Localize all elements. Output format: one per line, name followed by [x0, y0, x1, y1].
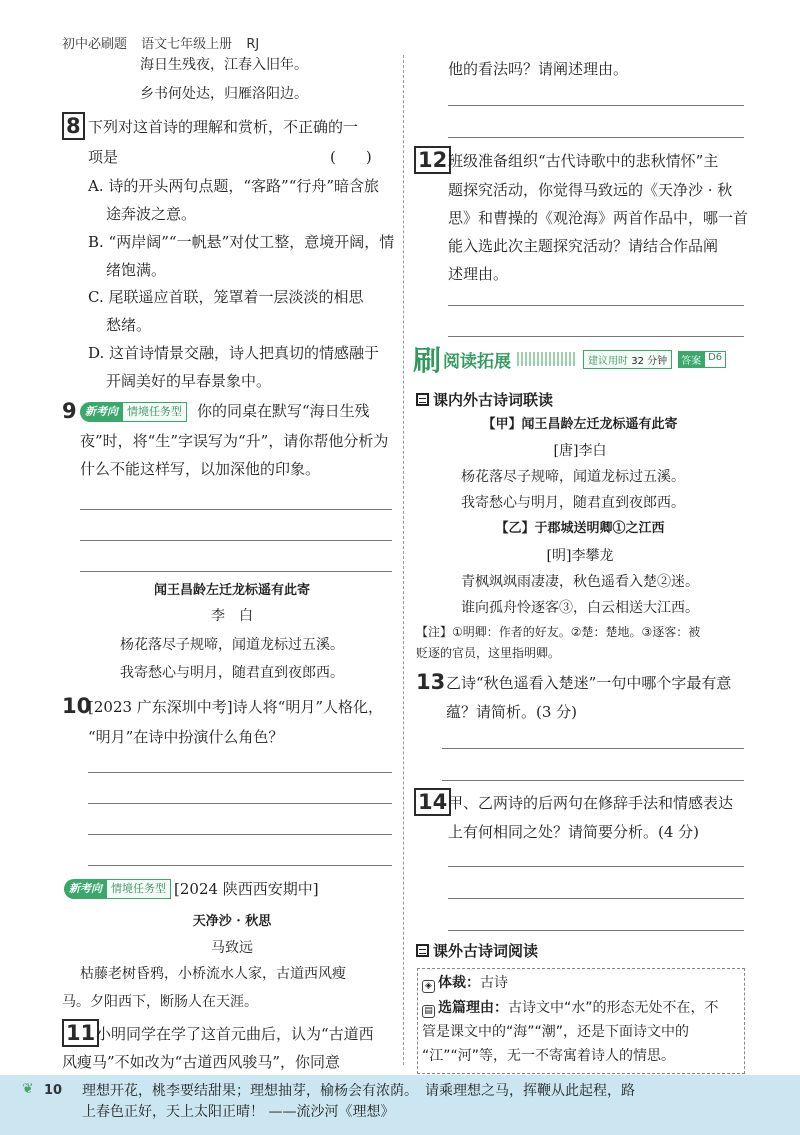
poem-title: 【乙】于郡城送明卿①之江西: [495, 521, 665, 536]
poem-author: [明]李攀龙: [546, 548, 614, 564]
question-number-13: 13: [416, 670, 446, 694]
answer-line[interactable]: [80, 571, 392, 572]
answer-line[interactable]: [88, 803, 392, 804]
answer-line[interactable]: [442, 780, 744, 781]
answer-line[interactable]: [448, 866, 744, 867]
section-mark-icon: [416, 393, 429, 406]
answer-line[interactable]: [88, 865, 392, 866]
q9-stem-cont: 什么不能这样写，以加深他的印象。: [80, 460, 321, 478]
reason-line: “江”“河”等，无一不寄寓着诗人的情思。: [422, 1048, 676, 1064]
q9-stem: 你的同桌在默写“海日生残: [197, 402, 370, 420]
answer-line[interactable]: [448, 305, 744, 306]
poem-author: 李 白: [211, 608, 253, 624]
answer-line[interactable]: [88, 834, 392, 835]
suggested-time: 建议用时 32 分钟: [583, 350, 672, 369]
leaf-icon: ❦: [22, 1081, 34, 1097]
q11-stem: 小明同学在学了这首元曲后，认为“古道西: [96, 1025, 374, 1043]
q9-stem-cont: 夜”时，将“生”字误写为“升”，请你帮他分析为: [80, 432, 389, 450]
answer-line[interactable]: [448, 336, 744, 337]
option-b[interactable]: B. “两岸阔”“一帆悬”对仗工整，意境开阔，情: [88, 233, 395, 251]
q8-stem-cont: 项是: [88, 148, 119, 166]
q14-stem-cont: 上有何相同之处？请简要分析。(4 分): [448, 823, 700, 841]
poem-author: [唐]李白: [553, 443, 607, 459]
page-header: [62, 33, 269, 52]
question-number-11: 11: [62, 1021, 99, 1045]
genre-line: ◈ 体裁：古诗: [422, 972, 508, 994]
question-number-9: 9: [62, 399, 77, 423]
annotation-note: 贬逐的官员，这里指明卿。: [416, 646, 561, 660]
annotation-note: 【注】①明卿：作者的好友。②楚：楚地。③逐客：被: [416, 625, 701, 639]
poem-line: 杨花落尽子规啼，闻道龙标过五溪。: [120, 637, 344, 653]
answer-line[interactable]: [448, 898, 744, 899]
poem-line: 马。夕阳西下，断肠人在天涯。: [62, 994, 258, 1010]
answer-line[interactable]: [448, 930, 744, 931]
banner-title: 阅读拓展: [443, 351, 512, 372]
option-d[interactable]: D. 这首诗情景交融，诗人把真切的情感融于: [88, 344, 380, 362]
new-direction-badge: 新考向 情境任务型: [80, 402, 187, 422]
page-footer: [0, 1075, 800, 1135]
reason-icon: ▤: [422, 1005, 435, 1018]
answer-line[interactable]: [448, 137, 744, 138]
poem-line: 青枫飒飒雨凄凄，秋色遥看入楚②迷。: [461, 574, 699, 590]
q10-stem: [2023 广东深圳中考]诗人将“明月”人格化，: [88, 698, 383, 716]
section-title-3: 课内外古诗词联读: [416, 389, 553, 410]
series-name: 初中必刷题: [62, 37, 128, 52]
q12-stem: 班级准备组织“古代诗歌中的悲秋情怀”主: [448, 152, 719, 170]
answer-line[interactable]: [80, 509, 392, 510]
question-number-12: 12: [414, 148, 451, 172]
answer-paren[interactable]: ( ): [330, 148, 372, 166]
poem-title: 闻王昌龄左迁龙标遥有此寄: [153, 583, 310, 598]
q11-stem-cont: 他的看法吗？请阐述理由。: [448, 60, 629, 78]
question-number-10: 10: [62, 694, 92, 718]
q14-stem: 甲、乙两诗的后两句在修辞手法和情感表达: [448, 794, 734, 812]
question-number-14: 14: [414, 790, 451, 814]
question-number-8: 8: [62, 114, 85, 138]
answer-line[interactable]: [80, 540, 392, 541]
option-d-cont: 开阔美好的早春景象中。: [106, 372, 272, 390]
q12-stem-cont: 能入选此次主题探究活动？请结合作品阐: [448, 237, 719, 255]
answer-line[interactable]: [88, 772, 392, 773]
poem-title: 天净沙 · 秋思: [192, 914, 272, 929]
reading-extension-banner: [413, 340, 747, 378]
poem-line: 乡书何处达，归雁洛阳边。: [140, 86, 308, 102]
source-label: [2024 陕西西安期中]: [174, 880, 319, 898]
q10-stem-cont: “明月”在诗中扮演什么角色？: [88, 728, 284, 746]
option-b-cont: 绪饱满。: [106, 261, 167, 279]
answer-line[interactable]: [448, 105, 744, 106]
banner-decoration: [517, 352, 577, 366]
poem-line: 枯藤老树昏鸦，小桥流水人家，古道西风瘦: [80, 966, 346, 982]
poem-line: 我寄愁心与明月，随君直到夜郎西。: [461, 495, 685, 511]
q13-stem: 乙诗“秋色遥看入楚迷”一句中哪个字最有意: [446, 674, 732, 692]
q12-stem-cont: 述理由。: [448, 265, 509, 283]
q8-stem: 下列对这首诗的理解和赏析，不正确的一: [88, 118, 359, 136]
option-c[interactable]: C. 尾联遥应首联，笼罩着一层淡淡的相思: [88, 288, 364, 306]
poem-line: 杨花落尽子规啼，闻道龙标过五溪。: [461, 469, 685, 485]
poem-author: 马致远: [211, 940, 253, 956]
section-mark-icon: [416, 944, 429, 957]
reason-line: ▤ 选篇理由：古诗文中“水”的形态无处不在，不: [422, 997, 719, 1019]
subject-name: 语文七年级上册: [141, 37, 233, 52]
poem-line: 谁向孤舟怜逐客③，白云相送大江西。: [461, 600, 699, 616]
reason-line: 管是课文中的“海”“潮”，还是下面诗文中的: [422, 1024, 690, 1040]
edition-label: RJ: [246, 37, 260, 52]
q11-stem-cont: 风瘦马”不如改为“古道西风骏马”，你同意: [62, 1053, 341, 1071]
option-a-cont: 途奔波之意。: [106, 205, 197, 223]
footer-quote: 理想开花，桃李要结甜果；理想抽芽，榆杨会有浓荫。 请乘理想之马，挥鞭从此起程，路 上春色正好，天上太阳正晴！ ——流沙河《理想》: [82, 1083, 635, 1120]
q13-stem-cont: 蕴？请简析。(3 分): [446, 703, 578, 721]
poem-line: 海日生残夜，江春入旧年。: [140, 57, 308, 73]
answer-ref[interactable]: 答案 D6: [678, 351, 726, 368]
genre-icon: ◈: [422, 980, 435, 993]
new-direction-badge: 新考向 情境任务型: [64, 879, 171, 899]
q12-stem-cont: 题探究活动，你觉得马致远的《天净沙 · 秋: [448, 181, 733, 199]
poem-line: 我寄愁心与明月，随君直到夜郎西。: [120, 665, 344, 681]
column-divider: [403, 55, 404, 1065]
page-number: 10: [44, 1083, 63, 1098]
option-a[interactable]: A. 诗的开头两句点题，“客路”“行舟”暗含旅: [88, 177, 380, 195]
option-c-cont: 愁绪。: [106, 316, 152, 334]
section-title-4: 课外古诗词阅读: [416, 940, 538, 961]
brush-icon: 刷: [413, 344, 442, 377]
answer-line[interactable]: [442, 748, 744, 749]
poem-title: 【甲】闻王昌龄左迁龙标遥有此寄: [482, 417, 678, 432]
q12-stem-cont: 思》和曹操的《观沧海》两首作品中，哪一首: [448, 209, 749, 227]
